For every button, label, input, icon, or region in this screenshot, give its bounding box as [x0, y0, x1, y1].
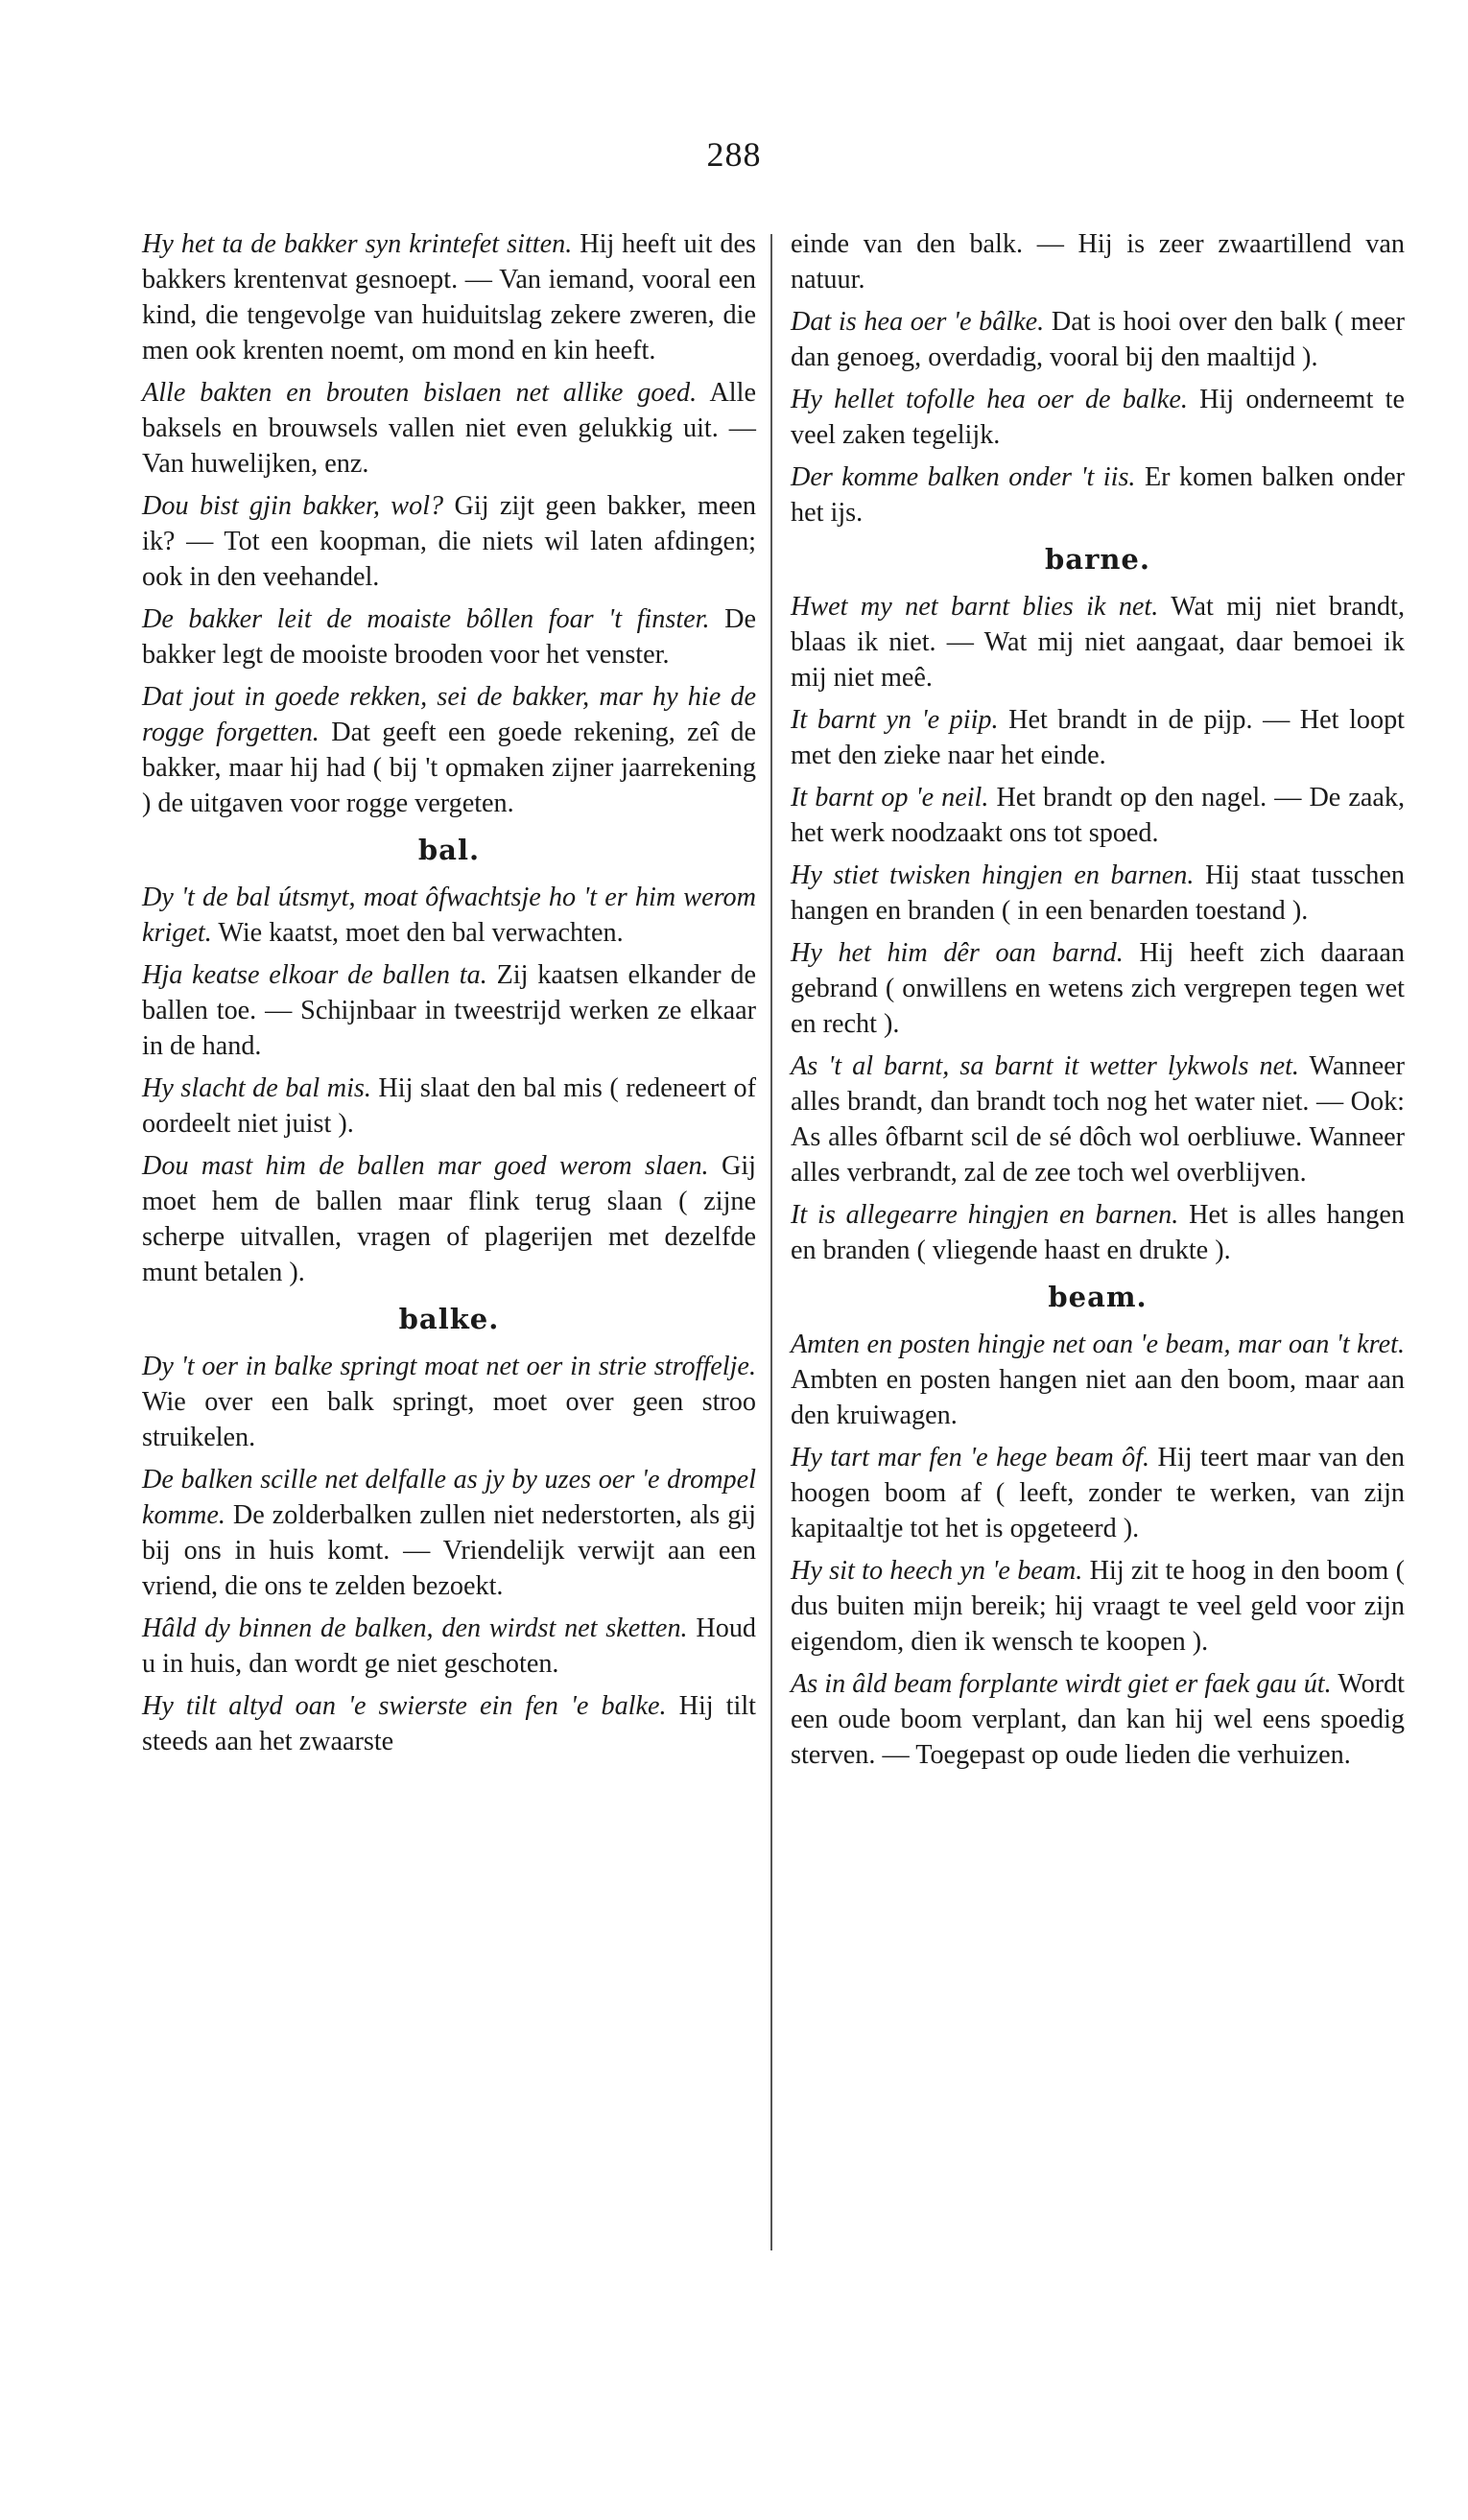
right-column [791, 226, 1405, 1779]
proverb-entry [791, 304, 1405, 375]
frisian-proverb: Hy tilt altyd oan 'e swierste ein fen 'e balke. [142, 1691, 667, 1721]
frisian-proverb: It is allegearre hingjen en barnen. [791, 1200, 1179, 1230]
frisian-proverb: Hy stiet twisken hingjen en barnen. [791, 860, 1195, 890]
frisian-proverb: Der komme balken onder 't iis. [791, 462, 1136, 492]
proverb-entry [791, 589, 1405, 695]
dutch-translation: Wie kaatst, moet den bal verwachten. [218, 918, 624, 948]
proverb-entry [142, 601, 756, 672]
proverb-entry [142, 226, 756, 368]
frisian-proverb: Hy tart mar fen 'e hege beam ôf. [791, 1443, 1150, 1472]
frisian-proverb: Dy 't de bal útsmyt, moat ôfwachtsje ho 't er him werom kriget. [142, 883, 756, 948]
frisian-proverb: Dat is hea oer 'e bâlke. [791, 307, 1045, 337]
dutch-translation: Dat geeft een goede rekening, zeî de bakker, maar hij had ( bij 't opmaken zijner jaarrekening ) de uitgaven voor rogge vergeten. [142, 718, 757, 818]
frisian-proverb: Dy 't oer in balke springt moat net oer in strie stroffelje. [142, 1352, 756, 1381]
dutch-translation: einde van den balk. — Hij is zeer zwaartillend van natuur. [791, 229, 1405, 294]
frisian-proverb: As 't al barnt, sa barnt it wetter lykwols net. [791, 1051, 1299, 1081]
proverb-entry [791, 1553, 1405, 1660]
dutch-translation: Dat is hooi over den balk ( meer dan genoeg, overdadig, vooral bij den maaltijd ). [791, 307, 1406, 372]
dutch-translation: Wie over een balk springt, moet over geen stroo struikelen. [142, 1387, 756, 1452]
proverb-entry [142, 957, 756, 1064]
proverb-entry [791, 1048, 1405, 1190]
frisian-proverb: Amten en posten hingje net oan 'e beam, mar oan 't kret. [791, 1330, 1405, 1359]
proverb-entry [142, 375, 756, 482]
dutch-translation: De zolderbalken zullen niet nederstorten, als gij bij ons in huis komt. — Vriendelijk verwijt aan een vriend, die ons te zelden bezoekt. [142, 1500, 757, 1601]
dutch-translation: Wordt een oude boom verplant, dan kan hij wel eens spoedig sterven. — Toegepast op oude lieden die verhuizen. [791, 1669, 1405, 1770]
page-number: 288 [706, 135, 762, 174]
frisian-proverb: Dat jout in goede rekken, sei de bakker, mar hy hie de rogge forgetten. [142, 682, 756, 747]
left-column [142, 226, 756, 1766]
continued-entry [791, 226, 1405, 297]
dutch-translation: Wanneer alles brandt, dan brandt toch nog het water niet. — Ook: As alles ôfbarnt scil de sé dôch wol oerbliuwe. Wanneer alles verbrandt, zal de zee toch wel overblijven. [791, 1051, 1405, 1188]
dutch-translation: Gij zijt geen bakker, meen ik? — Tot een koopman, die niets wil laten afdingen; ook in den veehandel. [142, 491, 757, 592]
proverb-entry [142, 880, 756, 951]
section-heading: barne. [1045, 543, 1150, 576]
proverb-entry [791, 1666, 1405, 1773]
dutch-translation: Er komen balken onder het ijs. [791, 462, 1406, 528]
section-heading: balke. [398, 1303, 500, 1335]
proverb-entry [791, 459, 1405, 530]
dutch-translation: Hij heeft uit des bakkers krentenvat gesnoept. — Van iemand, vooral een kind, die tengevolge van huiduitslag zekere zweren, die men ook krenten noemt, om mond en kin heeft. [142, 229, 756, 365]
frisian-proverb: Hwet my net barnt blies ik net. [791, 592, 1159, 622]
section-heading: bal. [417, 834, 481, 866]
frisian-proverb: As in âld beam forplante wirdt giet er faek gau út. [791, 1669, 1332, 1699]
frisian-proverb: Hy het him dêr oan barnd. [791, 938, 1124, 968]
dutch-translation: Hij heeft zich daaraan gebrand ( onwillens en wetens zich vergrepen tegen wet en recht ). [791, 938, 1406, 1039]
proverb-entry [791, 935, 1405, 1042]
dutch-translation: Houd u in huis, dan wordt ge niet geschoten. [142, 1613, 757, 1679]
proverb-entry [791, 382, 1405, 453]
dutch-translation: Zij kaatsen elkander de ballen toe. — Schijnbaar in tweestrijd werken ze elkaar in de hand. [142, 960, 756, 1061]
dutch-translation: Ambten en posten hangen niet aan den boom, maar aan den kruiwagen. [791, 1365, 1405, 1430]
dutch-translation: Hij onderneemt te veel zaken tegelijk. [791, 385, 1405, 450]
dutch-translation: Wat mij niet brandt, blaas ik niet. — Wat mij niet aangaat, daar bemoei ik mij niet meê. [791, 592, 1405, 693]
frisian-proverb: Hy slacht de bal mis. [142, 1073, 371, 1103]
dutch-translation: Gij moet hem de ballen maar flink terug slaan ( zijne scherpe uitvallen, vragen of plagerijen met dezelfde munt betalen ). [142, 1151, 757, 1287]
proverb-entry [142, 1148, 756, 1290]
section-heading: beam. [1048, 1281, 1148, 1313]
frisian-proverb: It barnt op 'e neil. [791, 783, 989, 813]
proverb-entry [142, 1688, 756, 1759]
frisian-proverb: Alle bakten en brouten bislaen net allike goed. [142, 378, 698, 408]
dutch-translation: Het is alles hangen en branden ( vliegende haast en drukte ). [791, 1200, 1405, 1265]
frisian-proverb: Hja keatse elkoar de ballen ta. [142, 960, 487, 990]
proverb-entry [791, 780, 1405, 851]
proverb-entry [142, 679, 756, 821]
frisian-proverb: It barnt yn 'e piip. [791, 705, 999, 735]
frisian-proverb: Dou bist gjin bakker, wol? [142, 491, 444, 521]
frisian-proverb: De bakker leit de moaiste bôllen foar 't finster. [142, 604, 710, 634]
dutch-translation: Hij slaat den bal mis ( redeneert of oordeelt niet juist ). [142, 1073, 756, 1139]
proverb-entry [791, 702, 1405, 773]
dutch-translation: Hij tilt steeds aan het zwaarste [142, 1691, 756, 1756]
dutch-translation: Alle baksels en brouwsels vallen niet even gelukkig uit. — Van huwelijken, enz. [142, 378, 756, 479]
dutch-translation: Hij teert maar van den hoogen boom af ( leeft, zonder te werken, van zijn kapitaaltje tot het is opgeteerd ). [791, 1443, 1405, 1543]
proverb-entry [142, 488, 756, 595]
frisian-proverb: Hâld dy binnen de balken, den wirdst net sketten. [142, 1613, 688, 1643]
proverb-entry [142, 1611, 756, 1682]
proverb-entry [791, 1327, 1405, 1433]
frisian-proverb: Hy sit to heech yn 'e beam. [791, 1556, 1083, 1586]
proverb-entry [142, 1071, 756, 1142]
column-divider [770, 234, 772, 2250]
dutch-translation: Hij zit te hoog in den boom ( dus buiten mijn bereik; hij vraagt te veel geld voor zijn eigendom, dien ik wensch te koopen ). [791, 1556, 1406, 1657]
dutch-translation: Het brandt op den nagel. — De zaak, het werk noodzaakt ons tot spoed. [791, 783, 1406, 848]
frisian-proverb: De balken scille net delfalle as jy by uzes oer 'e drompel komme. [142, 1465, 756, 1530]
frisian-proverb: Dou mast him de ballen mar goed werom slaen. [142, 1151, 709, 1181]
dutch-translation: De bakker legt de mooiste brooden voor het venster. [142, 604, 756, 670]
dutch-translation: Het brandt in de pijp. — Het loopt met den zieke naar het einde. [791, 705, 1406, 770]
dutch-translation: Hij staat tusschen hangen en branden ( in een benarden toestand ). [791, 860, 1406, 926]
proverb-entry [791, 1440, 1405, 1546]
proverb-entry [791, 1197, 1405, 1268]
frisian-proverb: Hy hellet tofolle hea oer de balke. [791, 385, 1188, 414]
frisian-proverb: Hy het ta de bakker syn krintefet sitten. [142, 229, 573, 259]
proverb-entry [142, 1349, 756, 1455]
proverb-entry [142, 1462, 756, 1604]
proverb-entry [791, 858, 1405, 929]
